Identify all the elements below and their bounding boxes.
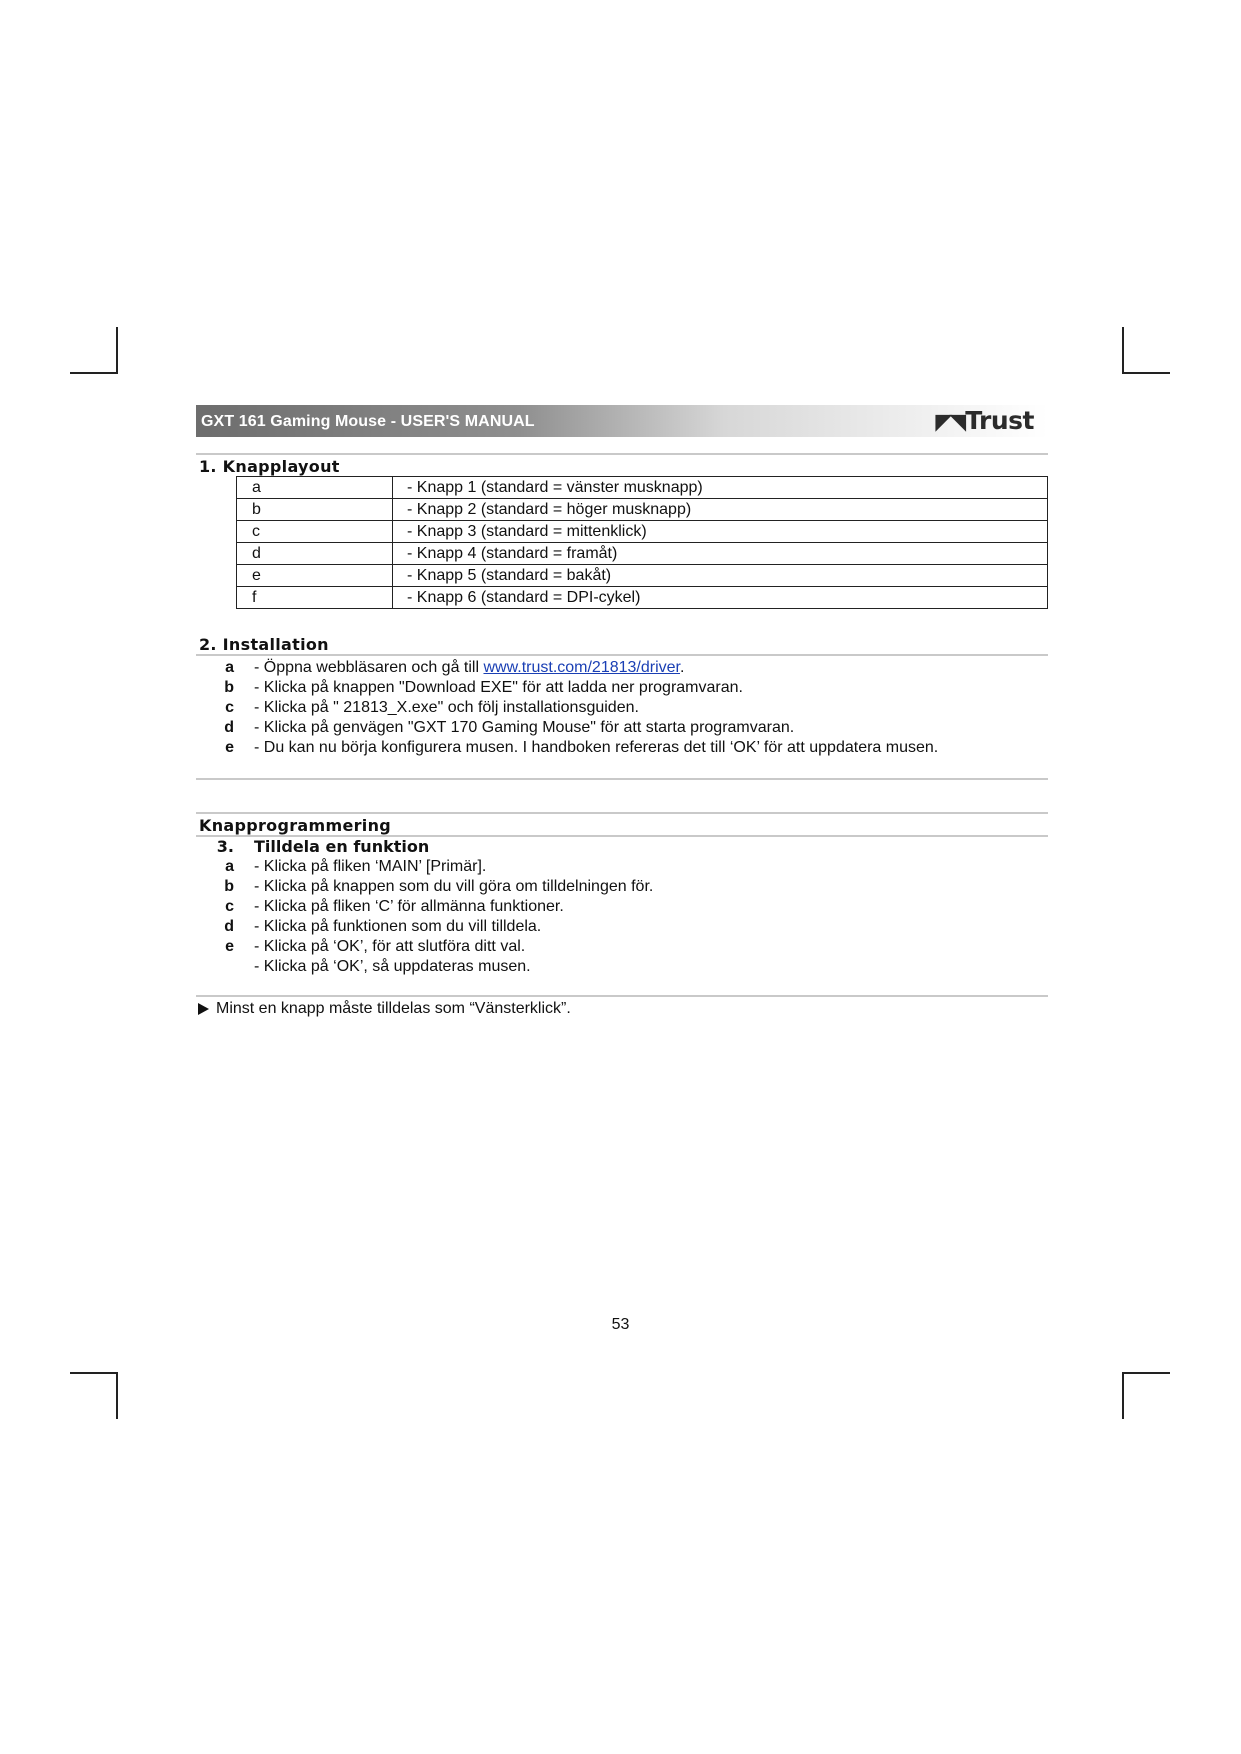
- button-key: a: [237, 477, 393, 499]
- step-a-prefix: - Öppna webbläsaren och gå till: [254, 659, 484, 676]
- list-item: [196, 917, 1048, 937]
- table-row: [237, 565, 1048, 587]
- page-number: 53: [611, 1316, 630, 1333]
- step-a-suffix: .: [680, 659, 685, 676]
- step-text: - Klicka på fliken ‘MAIN’ [Primär].: [254, 858, 487, 875]
- table-row: [237, 477, 1048, 499]
- button-key: f: [237, 587, 393, 609]
- step-text: - Klicka på knappen "Download EXE" för att ladda ner programvaran.: [254, 679, 743, 696]
- button-description: - Knapp 6 (standard = DPI-cykel): [393, 587, 1048, 609]
- crop-mark-top-right-h: [1122, 372, 1170, 374]
- step-text: [254, 658, 1048, 678]
- divider: [196, 654, 1048, 656]
- note-text: Minst en knapp måste tilldelas som “Vänsterklick”.: [216, 1000, 571, 1017]
- trust-logo-text: Trust: [965, 406, 1034, 435]
- table-row: [237, 543, 1048, 565]
- button-key: c: [237, 521, 393, 543]
- table-row: [237, 499, 1048, 521]
- section-title-knapplayout: 1. Knapplayout: [199, 457, 340, 476]
- button-layout-table: [236, 476, 1048, 609]
- step-letter: [196, 957, 254, 977]
- list-item: [196, 897, 1048, 917]
- play-arrow-icon: [198, 1003, 209, 1015]
- step-text: - Klicka på ‘OK’, för att slutföra ditt val.: [254, 938, 526, 955]
- button-description: - Knapp 4 (standard = framåt): [393, 543, 1048, 565]
- subheading-number: 3.: [216, 837, 234, 856]
- list-item: [196, 877, 1048, 897]
- subheading-assign-function: [196, 837, 1048, 857]
- list-item: [196, 698, 1048, 718]
- list-item: [196, 678, 1048, 698]
- button-key: e: [237, 565, 393, 587]
- step-letter: d: [224, 918, 234, 935]
- button-description: - Knapp 5 (standard = bakåt): [393, 565, 1048, 587]
- step-letter: b: [224, 679, 234, 696]
- section-title-knapprogrammering: Knapprogrammering: [199, 816, 392, 835]
- step-text: - Klicka på ‘OK’, så uppdateras musen.: [254, 958, 531, 975]
- trust-logo: [935, 406, 1034, 435]
- button-key: d: [237, 543, 393, 565]
- step-text: - Klicka på knappen som du vill göra om tilldelningen för.: [254, 878, 654, 895]
- list-item: [196, 857, 1048, 877]
- step-letter: c: [225, 699, 234, 716]
- programming-steps: [196, 857, 1048, 977]
- button-key: b: [237, 499, 393, 521]
- list-item: [196, 937, 1048, 957]
- step-text: - Klicka på genvägen "GXT 170 Gaming Mouse" för att starta programvaran.: [254, 719, 795, 736]
- driver-link[interactable]: www.trust.com/21813/driver: [483, 659, 680, 676]
- step-text: - Klicka på " 21813_X.exe" och följ installationsguiden.: [254, 699, 639, 716]
- subheading-text: Tilldela en funktion: [254, 837, 430, 856]
- list-item: [196, 738, 1048, 758]
- crop-mark-top-left-v: [116, 327, 118, 374]
- installation-steps: [196, 658, 1048, 758]
- step-letter: b: [224, 878, 234, 895]
- list-item: [196, 957, 1048, 977]
- crop-mark-bottom-left-h: [70, 1372, 118, 1374]
- list-item: [196, 718, 1048, 738]
- crop-mark-top-left-h: [70, 372, 118, 374]
- step-letter: e: [225, 739, 234, 756]
- trust-logo-mark-icon: ◤◥: [935, 410, 964, 435]
- manual-page: [196, 405, 1048, 1018]
- crop-mark-top-right-v: [1122, 327, 1124, 374]
- button-description: - Knapp 2 (standard = höger musknapp): [393, 499, 1048, 521]
- button-description: - Knapp 1 (standard = vänster musknapp): [393, 477, 1048, 499]
- list-item: [196, 658, 1048, 678]
- crop-mark-bottom-left-v: [116, 1372, 118, 1419]
- note: [196, 1000, 1048, 1018]
- step-letter: e: [225, 938, 234, 955]
- step-text: - Klicka på funktionen som du vill tilldela.: [254, 918, 542, 935]
- step-text: - Du kan nu börja konfigurera musen. I handboken refereras det till ‘OK’ för att uppdatera musen.: [254, 739, 939, 756]
- step-text: - Klicka på fliken ‘C’ för allmänna funktioner.: [254, 898, 564, 915]
- step-letter: a: [225, 659, 234, 676]
- table-row: [237, 587, 1048, 609]
- table-row: [237, 521, 1048, 543]
- manual-title: GXT 161 Gaming Mouse - USER'S MANUAL: [201, 413, 535, 430]
- button-description: - Knapp 3 (standard = mittenklick): [393, 521, 1048, 543]
- crop-mark-bottom-right-h: [1122, 1372, 1170, 1374]
- crop-mark-bottom-right-v: [1122, 1372, 1124, 1419]
- step-letter: c: [225, 898, 234, 915]
- step-letter: a: [225, 858, 234, 875]
- section-title-installation: 2. Installation: [199, 635, 329, 654]
- header-banner: [196, 405, 1048, 437]
- step-letter: d: [224, 719, 234, 736]
